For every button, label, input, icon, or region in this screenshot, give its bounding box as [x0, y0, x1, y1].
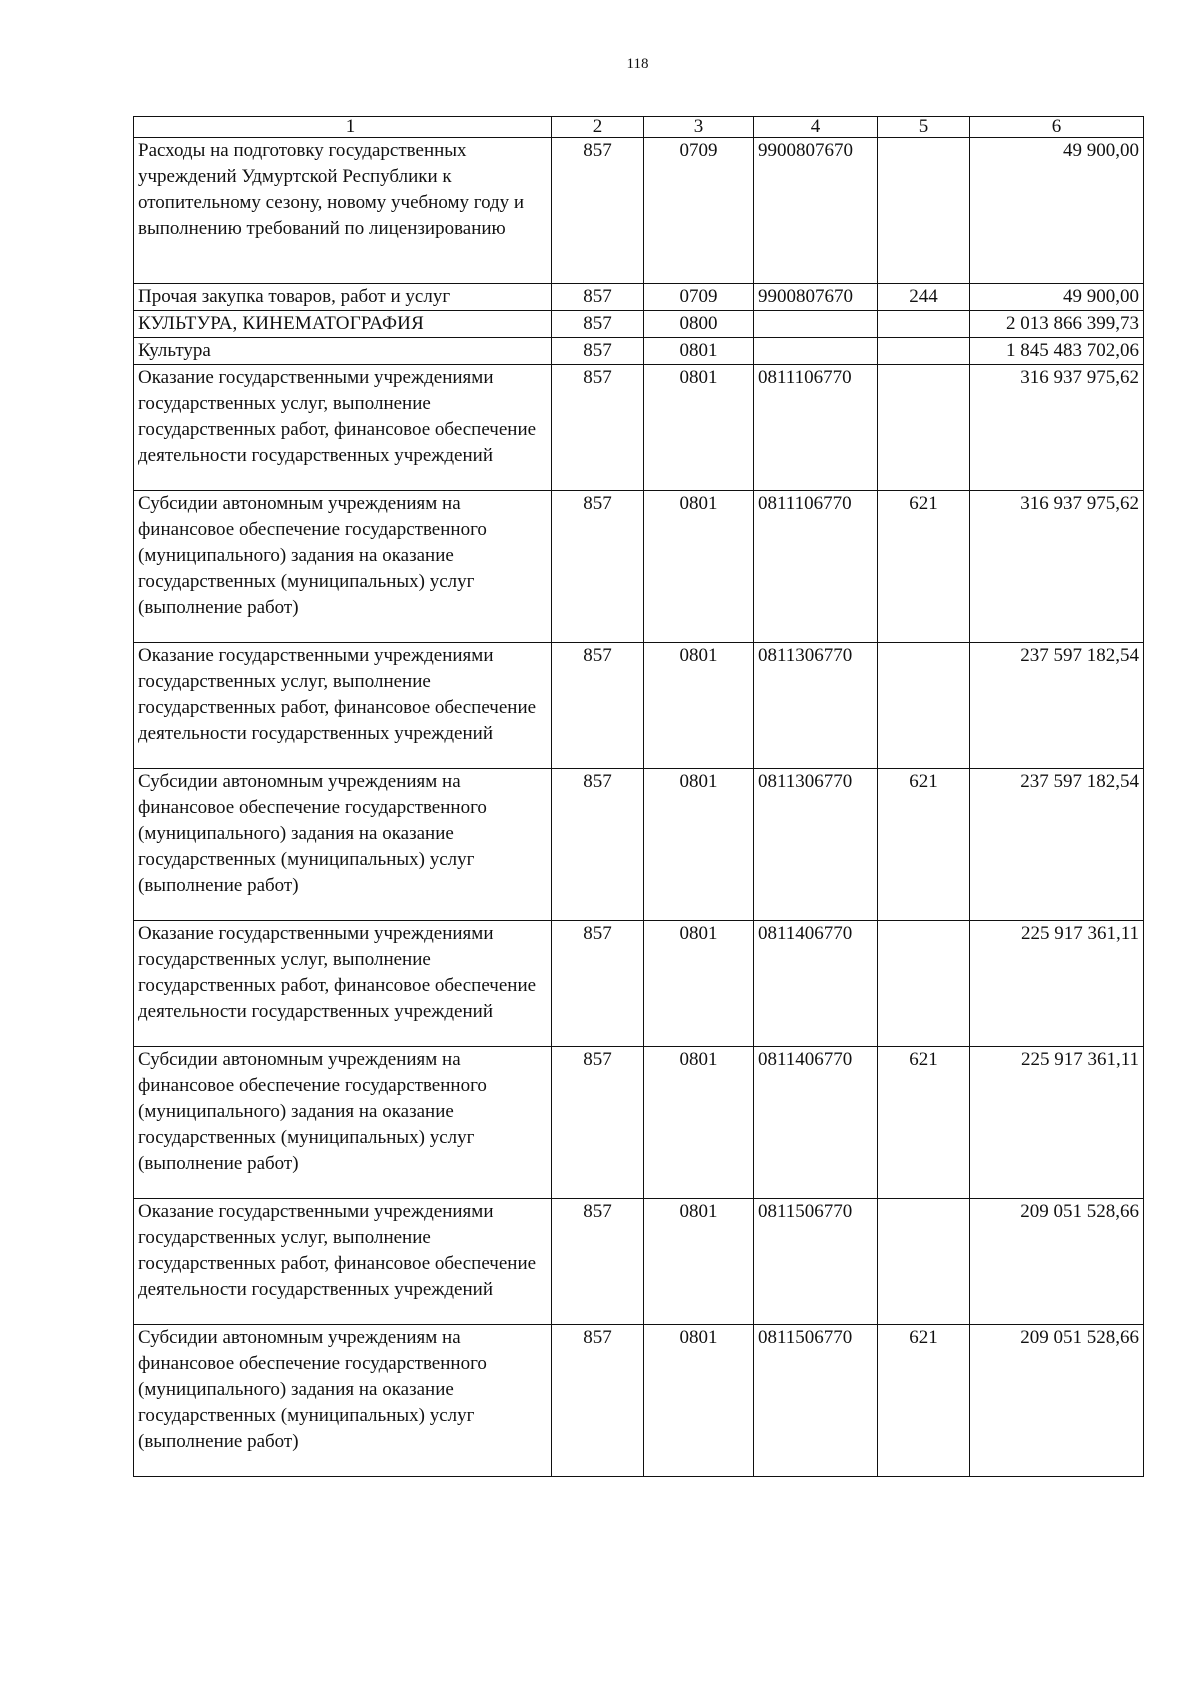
row-target-article — [754, 311, 878, 338]
row-expense-type: 621 — [878, 1047, 970, 1199]
row-amount: 1 845 483 702,06 — [970, 338, 1144, 365]
table-header-row — [134, 117, 1144, 138]
row-amount: 237 597 182,54 — [970, 769, 1144, 921]
row-admin-code: 857 — [552, 643, 644, 769]
row-section-code: 0709 — [644, 284, 754, 311]
row-target-article: 0811306770 — [754, 643, 878, 769]
row-admin-code: 857 — [552, 311, 644, 338]
table-row — [134, 311, 1144, 338]
table-row — [134, 491, 1144, 643]
row-admin-code: 857 — [552, 138, 644, 284]
row-description: Субсидии автономным учреждениям на финансовое обеспечение государственного (муниципального) задания на оказание государственных (муниципальных) услуг (выполнение работ) — [134, 1047, 552, 1199]
row-section-code: 0709 — [644, 138, 754, 284]
row-description: Культура — [134, 338, 552, 365]
row-expense-type — [878, 921, 970, 1047]
row-description: КУЛЬТУРА, КИНЕМАТОГРАФИЯ — [134, 311, 552, 338]
row-description: Расходы на подготовку государственных учреждений Удмуртской Республики к отопительному сезону, новому учебному году и выполнению требований по лицензированию — [134, 138, 552, 284]
row-amount: 49 900,00 — [970, 138, 1144, 284]
row-target-article: 0811406770 — [754, 1047, 878, 1199]
table-row — [134, 769, 1144, 921]
row-expense-type — [878, 138, 970, 284]
row-description: Оказание государственными учреждениями государственных услуг, выполнение государственных работ, финансовое обеспечение деятельности государственных учреждений — [134, 1199, 552, 1325]
row-target-article: 0811106770 — [754, 491, 878, 643]
row-expense-type: 244 — [878, 284, 970, 311]
row-description: Оказание государственными учреждениями государственных услуг, выполнение государственных работ, финансовое обеспечение деятельности государственных учреждений — [134, 365, 552, 491]
table-row — [134, 1325, 1144, 1477]
row-target-article: 9900807670 — [754, 138, 878, 284]
header-col-1: 1 — [134, 117, 552, 138]
row-amount: 49 900,00 — [970, 284, 1144, 311]
row-admin-code: 857 — [552, 284, 644, 311]
row-section-code: 0800 — [644, 311, 754, 338]
header-col-6: 6 — [970, 117, 1144, 138]
table-row — [134, 338, 1144, 365]
row-section-code: 0801 — [644, 643, 754, 769]
row-admin-code: 857 — [552, 1325, 644, 1477]
row-admin-code: 857 — [552, 1047, 644, 1199]
row-expense-type — [878, 365, 970, 491]
row-description: Оказание государственными учреждениями государственных услуг, выполнение государственных работ, финансовое обеспечение деятельности государственных учреждений — [134, 921, 552, 1047]
row-admin-code: 857 — [552, 491, 644, 643]
row-section-code: 0801 — [644, 769, 754, 921]
table-row — [134, 643, 1144, 769]
table-row — [134, 921, 1144, 1047]
row-section-code: 0801 — [644, 338, 754, 365]
header-col-5: 5 — [878, 117, 970, 138]
row-section-code: 0801 — [644, 921, 754, 1047]
row-amount: 209 051 528,66 — [970, 1199, 1144, 1325]
row-target-article: 0811406770 — [754, 921, 878, 1047]
row-amount: 225 917 361,11 — [970, 921, 1144, 1047]
row-amount: 316 937 975,62 — [970, 365, 1144, 491]
row-target-article: 0811506770 — [754, 1325, 878, 1477]
row-expense-type — [878, 1199, 970, 1325]
row-expense-type: 621 — [878, 491, 970, 643]
row-expense-type — [878, 643, 970, 769]
row-expense-type: 621 — [878, 769, 970, 921]
row-expense-type: 621 — [878, 1325, 970, 1477]
header-col-4: 4 — [754, 117, 878, 138]
budget-table — [133, 116, 1144, 1477]
row-admin-code: 857 — [552, 1199, 644, 1325]
header-col-3: 3 — [644, 117, 754, 138]
table-row — [134, 138, 1144, 284]
row-amount: 209 051 528,66 — [970, 1325, 1144, 1477]
table-row — [134, 1199, 1144, 1325]
table-row — [134, 284, 1144, 311]
row-section-code: 0801 — [644, 1325, 754, 1477]
header-col-2: 2 — [552, 117, 644, 138]
row-expense-type — [878, 311, 970, 338]
row-expense-type — [878, 338, 970, 365]
row-section-code: 0801 — [644, 1199, 754, 1325]
row-description: Прочая закупка товаров, работ и услуг — [134, 284, 552, 311]
row-target-article: 9900807670 — [754, 284, 878, 311]
row-target-article: 0811106770 — [754, 365, 878, 491]
table-row — [134, 1047, 1144, 1199]
row-admin-code: 857 — [552, 921, 644, 1047]
page-number: 118 — [626, 56, 649, 72]
row-amount: 2 013 866 399,73 — [970, 311, 1144, 338]
row-description: Субсидии автономным учреждениям на финансовое обеспечение государственного (муниципального) задания на оказание государственных (муниципальных) услуг (выполнение работ) — [134, 491, 552, 643]
row-admin-code: 857 — [552, 769, 644, 921]
row-amount: 237 597 182,54 — [970, 643, 1144, 769]
row-admin-code: 857 — [552, 338, 644, 365]
row-description: Субсидии автономным учреждениям на финансовое обеспечение государственного (муниципального) задания на оказание государственных (муниципальных) услуг (выполнение работ) — [134, 1325, 552, 1477]
row-section-code: 0801 — [644, 491, 754, 643]
row-amount: 316 937 975,62 — [970, 491, 1144, 643]
row-amount: 225 917 361,11 — [970, 1047, 1144, 1199]
table-row — [134, 365, 1144, 491]
row-description: Субсидии автономным учреждениям на финансовое обеспечение государственного (муниципального) задания на оказание государственных (муниципальных) услуг (выполнение работ) — [134, 769, 552, 921]
row-target-article: 0811306770 — [754, 769, 878, 921]
row-description: Оказание государственными учреждениями государственных услуг, выполнение государственных работ, финансовое обеспечение деятельности государственных учреждений — [134, 643, 552, 769]
row-target-article — [754, 338, 878, 365]
row-target-article: 0811506770 — [754, 1199, 878, 1325]
row-section-code: 0801 — [644, 1047, 754, 1199]
row-section-code: 0801 — [644, 365, 754, 491]
row-admin-code: 857 — [552, 365, 644, 491]
